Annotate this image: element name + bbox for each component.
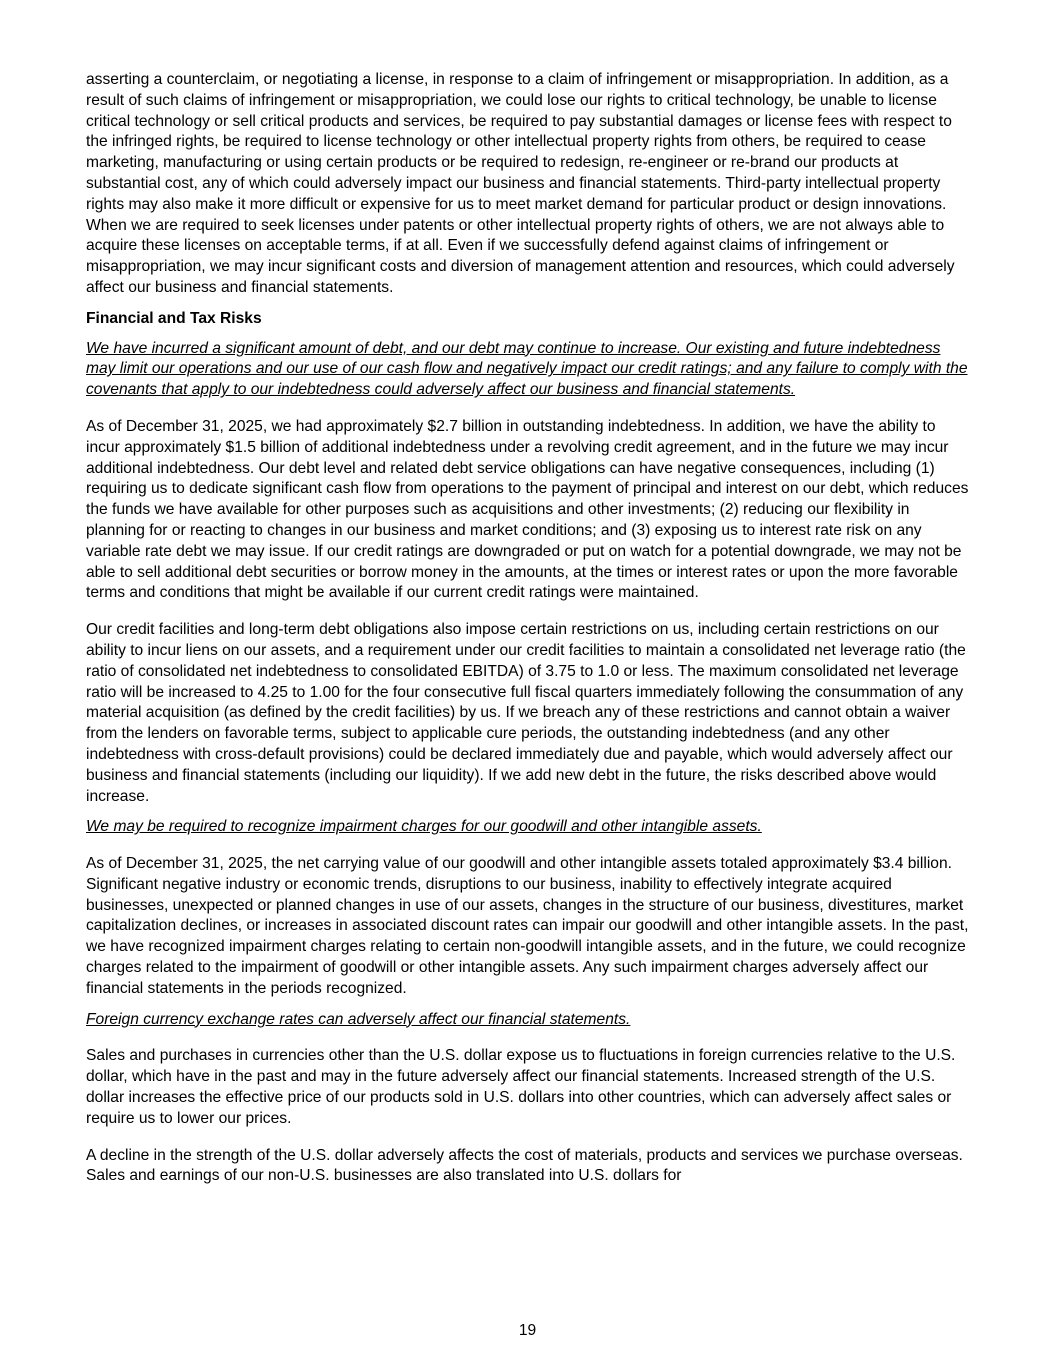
paragraph-ip-infringement: asserting a counterclaim, or negotiating a license, in response to a claim of infringement or misappropriation. In addition, as a result of such claims of infringement or misappropriation, we could lose our rights to critical technology, be unable to license critical technology or sell critical products and services, be required to pay substantial damages or license fees with respect to the infringed rights, be required to license technology or other intellectual property rights from others, be required to cease marketing, manufacturing or using certain products or be required to redesign, re-engineer or re-brand our products at substantial cost, any of which could adversely impact our business and financial statements. Third-party intellectual property rights may also make it more difficult or expensive for us to meet market demand for particular product or design innovations. When we are required to seek licenses under patents or other intellectual property rights of others, we are not always able to acquire these licenses on acceptable terms, if at all. Even if we successfully defend against claims of infringement or misappropriation, we may incur significant costs and diversion of management attention and resources, which could adversely affect our business and financial statements. bbox=[86, 71, 955, 296]
paragraph-currency-fluctuation: Sales and purchases in currencies other than the U.S. dollar expose us to fluctuations in foreign currencies relative to the U.S. dollar, which have in the past and may in the future adversely affect our financial statements. Increased strength of the U.S. dollar increases the effective price of our products sold in U.S. dollars into other countries, which can adversely affect sales or require us to lower our prices. bbox=[86, 1047, 956, 1127]
risk-title-impairment: We may be required to recognize impairment charges for our goodwill and other intangible assets. bbox=[86, 818, 762, 836]
paragraph-dollar-decline: A decline in the strength of the U.S. dollar adversely affects the cost of materials, products and services we purchase overseas. Sales and earnings of our non-U.S. businesses are also translated into U.S. dollars for bbox=[86, 1146, 963, 1185]
page-number: 19 bbox=[518, 1322, 537, 1339]
risk-title-debt: We have incurred a significant amount of debt, and our debt may continue to increase. Our existing and future indebtedness may limit our operations and our use of our cash flow and negatively impact our credit ratings; and any failure to comply with the covenants that apply to our indebtedness could adversely affect our business and financial statements. bbox=[86, 339, 968, 399]
section-heading-financial-tax-risks: Financial and Tax Risks bbox=[86, 309, 262, 327]
risk-title-foreign-currency: Foreign currency exchange rates can adversely affect our financial statements. bbox=[86, 1010, 631, 1028]
paragraph-goodwill: As of December 31, 2025, the net carrying value of our goodwill and other intangible assets totaled approximately $3.4 billion. Significant negative industry or economic trends, disruptions to our business, inability to effectively integrate acquired businesses, unexpected or planned changes in use of our assets, changes in the structure of our business, divestitures, market capitalization declines, or increases in associated discount rates can impair our goodwill and other intangible assets. In the past, we have recognized impairment charges relating to certain non-goodwill intangible assets, and in the future, we could recognize charges related to the impairment of goodwill or other intangible assets. Any such impairment charges adversely affect our financial statements in the periods recognized. bbox=[86, 855, 969, 997]
paragraph-credit-facilities: Our credit facilities and long-term debt obligations also impose certain restrictions on us, including certain restrictions on our ability to incur liens on our assets, and a requirement under our credit facilities to maintain a consolidated net leverage ratio (the ratio of consolidated net indebtedness to consolidated EBITDA) of 3.75 to 1.0 or less. The maximum consolidated net leverage ratio will be increased to 4.25 to 1.00 for the four consecutive full fiscal quarters immediately following the consummation of any material acquisition (as defined by the credit facilities) by us. If we breach any of these restrictions and cannot obtain a waiver from the lenders on favorable terms, subject to applicable cure periods, the outstanding indebtedness (and any other indebtedness with cross-default provisions) could be declared immediately due and payable, which would adversely affect our business and financial statements (including our liquidity). If we add new debt in the future, the risks described above would increase. bbox=[86, 621, 966, 805]
paragraph-indebtedness: As of December 31, 2025, we had approximately $2.7 billion in outstanding indebtedness. In addition, we have the ability to incur approximately $1.5 billion of additional indebtedness under a revolving credit agreement, and in the future we may incur additional indebtedness. Our debt level and related debt service obligations can have negative consequences, including (1) requiring us to dedicate significant cash flow from operations to the payment of principal and interest on our debt, which reduces the funds we have available for other purposes such as acquisitions and other investments; (2) reducing our flexibility in planning for or reacting to changes in our business and market conditions; and (3) exposing us to interest rate risk on any variable rate debt we may issue. If our credit ratings are downgraded or put on watch for a potential downgrade, we may not be able to sell additional debt securities or borrow money in the amounts, at the times or interest rates or upon the more favorable terms and conditions that might be available if our current credit ratings were maintained. bbox=[86, 417, 969, 602]
document-body bbox=[86, 70, 972, 1187]
